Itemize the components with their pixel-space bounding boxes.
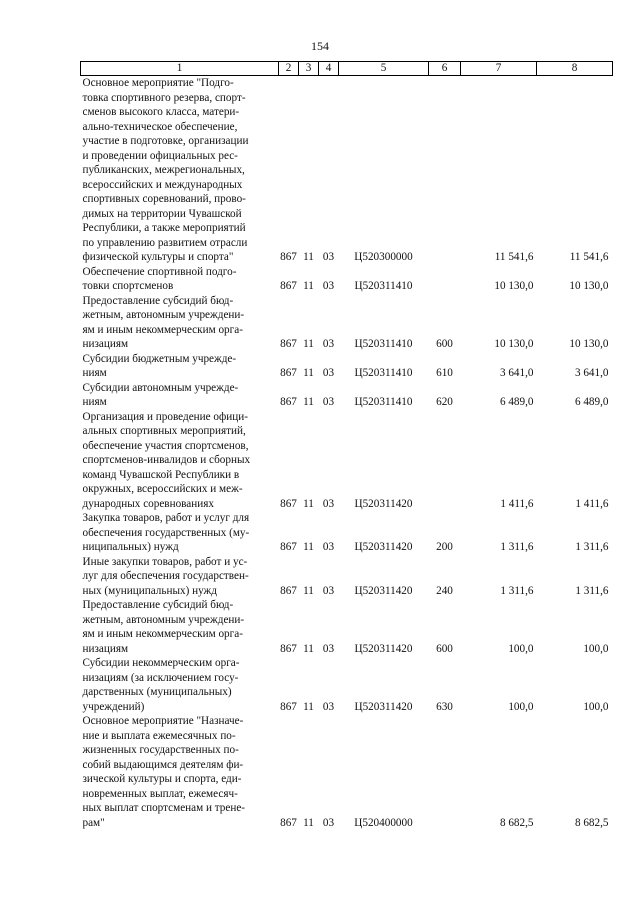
row-name-line: команд Чувашской Республики в: [82, 468, 240, 481]
expense-type-code: [429, 76, 461, 265]
admin-code: 867: [280, 541, 297, 553]
subsection-code: 03: [322, 497, 335, 510]
admin-code: 867: [280, 338, 297, 350]
subsection-code: 03: [322, 367, 335, 379]
subsection-code: 03: [322, 700, 335, 713]
row-name-line: ние и выплата ежемесячных по-: [82, 729, 236, 742]
row-name-line: всероссийских и международных: [82, 178, 243, 191]
amount-col8: 10 130,0: [569, 280, 609, 292]
table-row: [81, 714, 613, 830]
row-name-line: товка спортивного резерва, спорт-: [82, 91, 246, 104]
target-article-code: Ц520311420: [354, 642, 413, 655]
target-article-code: Ц520311410: [354, 338, 413, 350]
section-code: 11: [303, 541, 314, 553]
row-name: [81, 598, 279, 656]
row-name: [81, 555, 279, 599]
target-article-code: Ц520311410: [354, 367, 413, 379]
admin-code: 867: [280, 367, 297, 379]
row-name-line: спортивных соревнований, прово-: [82, 193, 246, 205]
section-code: 11: [303, 700, 314, 713]
row-name-line: Субсидии некоммерческим орга-: [82, 657, 240, 669]
expense-type-code: [429, 265, 461, 294]
section-code: 11: [303, 396, 314, 408]
subsection-code: 03: [322, 642, 335, 655]
section-code: 11: [303, 642, 314, 655]
amount-col8: 1 411,6: [575, 497, 609, 510]
column-header-8: 8: [537, 62, 613, 76]
row-name-line: Республики, а также мероприятий: [82, 222, 246, 234]
expense-type-code: 240: [436, 584, 453, 597]
row-name-line: обеспечение участия спортсменов,: [82, 439, 249, 452]
row-name-line: жетным, автономным учреждени-: [82, 309, 245, 321]
amount-col8: 100,0: [583, 642, 609, 655]
amount-col7: 10 130,0: [494, 338, 534, 350]
expense-type-code: [429, 410, 461, 512]
table-row: [81, 656, 613, 714]
column-header-7: 7: [461, 62, 537, 76]
row-name-line: зической культуры и спорта, еди-: [82, 773, 242, 785]
expense-type-code: 600: [436, 642, 453, 655]
admin-code: 867: [280, 584, 297, 597]
row-name-line: ниям: [82, 367, 107, 379]
column-header-6: 6: [429, 62, 461, 76]
row-name-line: Закупка товаров, работ и услуг для: [82, 512, 250, 524]
row-name-line: ям и иным некоммерческим орга-: [82, 323, 243, 336]
expense-type-code: 620: [436, 396, 453, 408]
row-name-line: альных спортивных мероприятий,: [82, 425, 246, 437]
row-name-line: Основное мероприятие "Подго-: [82, 77, 234, 89]
admin-code: 867: [280, 642, 297, 655]
row-name-line: дународных соревнованиях: [82, 497, 214, 510]
row-name-line: Предоставление субсидий бюд-: [82, 294, 234, 307]
row-name-line: участие в подготовке, организации: [82, 135, 249, 147]
section-code: 11: [303, 497, 314, 510]
row-name-line: учреждений): [82, 700, 145, 713]
row-name-line: спортсменов-инвалидов и сборных: [82, 454, 251, 466]
amount-col8: 8 682,5: [574, 816, 609, 829]
row-name-line: ниям: [82, 396, 107, 408]
row-name-line: луг для обеспечения государствен-: [82, 570, 249, 582]
amount-col7: 100,0: [508, 700, 534, 713]
amount-col8: 100,0: [583, 700, 609, 713]
admin-code: 867: [280, 700, 297, 713]
row-name-line: Предоставление субсидий бюд-: [82, 599, 234, 611]
target-article-code: Ц520300000: [354, 251, 413, 263]
row-name-line: димых на территории Чувашской: [82, 207, 242, 220]
subsection-code: 03: [322, 251, 335, 263]
table-header: [81, 62, 613, 76]
table-row: [81, 352, 613, 381]
subsection-code: 03: [322, 584, 335, 597]
column-header-4: 4: [319, 62, 339, 76]
target-article-code: Ц520311420: [354, 497, 413, 510]
column-header-5: 5: [339, 62, 429, 76]
admin-code: 867: [280, 280, 297, 292]
row-name-line: и проведении официальных рес-: [82, 149, 238, 162]
row-name-line: ниципальных) нужд: [82, 541, 179, 553]
table-row: [81, 76, 613, 265]
section-code: 11: [303, 816, 314, 829]
table-row: [81, 410, 613, 512]
row-name-line: Субсидии автономным учрежде-: [82, 381, 239, 394]
expense-type-code: 600: [436, 338, 453, 350]
column-header-2: 2: [279, 62, 299, 76]
amount-col7: 1 311,6: [500, 584, 534, 597]
expense-type-code: 630: [436, 700, 453, 713]
amount-col8: 3 641,0: [574, 367, 609, 379]
expense-type-code: 610: [436, 367, 453, 379]
target-article-code: Ц520400000: [354, 816, 413, 829]
table-row: [81, 381, 613, 410]
row-name-line: новременных выплат, ежемесяч-: [82, 787, 238, 800]
row-name-line: ям и иным некоммерческим орга-: [82, 628, 243, 640]
target-article-code: Ц520311410: [354, 280, 413, 292]
row-name: [81, 656, 279, 714]
row-name: [81, 265, 279, 294]
row-name-line: низациям: [82, 338, 129, 350]
row-name-line: физической культуры и спорта": [82, 251, 234, 263]
row-name-line: Субсидии бюджетным учрежде-: [82, 352, 237, 365]
column-header-3: 3: [299, 62, 319, 76]
table-row: [81, 265, 613, 294]
admin-code: 867: [280, 816, 297, 829]
target-article-code: Ц520311420: [354, 700, 413, 713]
row-name-line: Основное мероприятие "Назначе-: [82, 715, 244, 727]
amount-col8: 1 311,6: [575, 584, 609, 597]
amount-col7: 3 641,0: [499, 367, 534, 379]
amount-col8: 11 541,6: [569, 251, 609, 263]
amount-col7: 1 411,6: [500, 497, 534, 510]
row-name-line: публиканских, межрегиональных,: [82, 164, 245, 176]
section-code: 11: [303, 367, 314, 379]
subsection-code: 03: [322, 816, 335, 829]
amount-col7: 8 682,5: [499, 816, 534, 829]
section-code: 11: [303, 251, 314, 263]
row-name: [81, 381, 279, 410]
row-name-line: ально-техническое обеспечение,: [82, 120, 238, 133]
row-name: [81, 294, 279, 352]
row-name: [81, 714, 279, 830]
section-code: 11: [303, 584, 314, 597]
admin-code: 867: [280, 497, 297, 510]
expense-type-code: 200: [436, 541, 453, 553]
row-name: [81, 511, 279, 555]
amount-col8: 10 130,0: [569, 338, 609, 350]
row-name-line: ных (муниципальных) нужд: [82, 584, 217, 597]
section-code: 11: [303, 280, 314, 292]
amount-col8: 1 311,6: [575, 541, 609, 553]
row-name: [81, 352, 279, 381]
table-row: [81, 598, 613, 656]
subsection-code: 03: [322, 280, 335, 292]
target-article-code: Ц520311420: [354, 541, 413, 553]
row-name-line: товки спортсменов: [82, 280, 174, 292]
section-code: 11: [303, 338, 314, 350]
row-name-line: низациям: [82, 642, 129, 655]
column-header-1: 1: [81, 62, 279, 76]
table-row: [81, 294, 613, 352]
row-name-line: жетным, автономным учреждени-: [82, 613, 245, 626]
subsection-code: 03: [322, 541, 335, 553]
amount-col7: 1 311,6: [500, 541, 534, 553]
row-name-line: Иные закупки товаров, работ и ус-: [82, 555, 248, 568]
expense-type-code: [429, 714, 461, 830]
table-row: [81, 511, 613, 555]
row-name-line: окружных, всероссийских и меж-: [82, 483, 243, 495]
row-name-line: жизненных государственных по-: [82, 744, 239, 756]
target-article-code: Ц520311420: [354, 584, 413, 597]
row-name: [81, 410, 279, 512]
table-body: [81, 76, 613, 831]
table-row: [81, 555, 613, 599]
row-name-line: Организация и проведение офици-: [82, 410, 248, 423]
target-article-code: Ц520311410: [354, 396, 413, 408]
amount-col7: 6 489,0: [499, 396, 534, 408]
row-name-line: дарственных (муниципальных): [82, 686, 232, 698]
subsection-code: 03: [322, 396, 335, 408]
row-name-line: собий выдающимся деятелям фи-: [82, 758, 244, 771]
amount-col7: 11 541,6: [494, 251, 534, 263]
row-name-line: Обеспечение спортивной подго-: [82, 265, 237, 278]
row-name-line: сменов высокого класса, матери-: [82, 106, 240, 118]
row-name-line: рам": [82, 816, 105, 829]
admin-code: 867: [280, 396, 297, 408]
amount-col7: 10 130,0: [494, 280, 534, 292]
row-name-line: по управлению развитием отрасли: [82, 236, 248, 249]
subsection-code: 03: [322, 338, 335, 350]
row-name-line: ных выплат спортсменам и трене-: [82, 802, 246, 814]
row-name-line: обеспечения государственных (му-: [82, 526, 250, 539]
admin-code: 867: [280, 251, 297, 263]
budget-table: [80, 61, 613, 830]
amount-col8: 6 489,0: [574, 396, 609, 408]
page-number: 154: [311, 39, 329, 53]
amount-col7: 100,0: [508, 642, 534, 655]
row-name: [81, 76, 279, 265]
row-name-line: низациям (за исключением госу-: [82, 671, 239, 684]
